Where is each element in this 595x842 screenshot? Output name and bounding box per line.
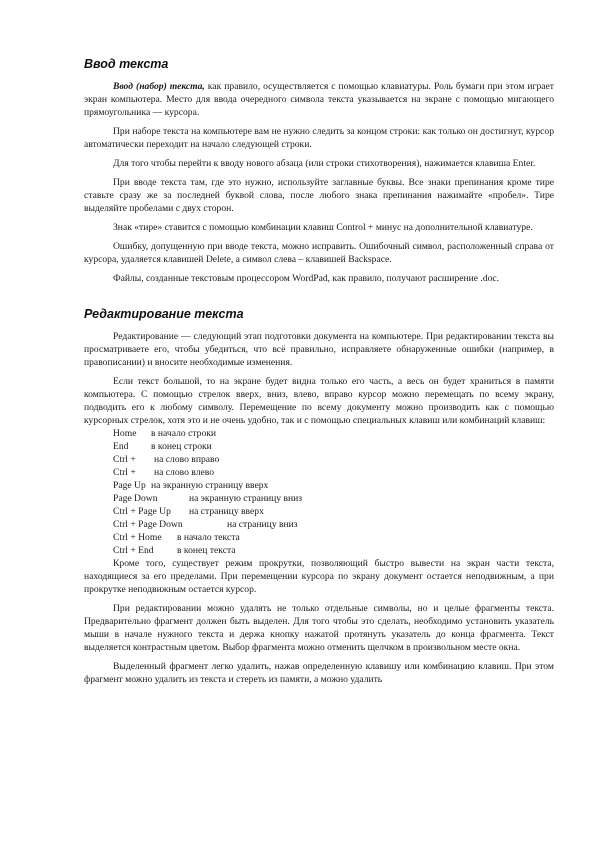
key-shortcut-item [113,531,554,544]
key-shortcut-item [113,427,554,440]
key-description: на экранную страницу вверх [151,480,269,491]
paragraph: Если текст большой, то на экране будет видна только его часть, а весь он будет храниться в памяти компьютера. С помощью стрелок вверх, вниз, влево, вправо курсор можно перемещать по всему экрану, подводить его к любому символу. Перемещение по всему документу можно производить как с помощью курсорных стрелок, хотя это и не очень удобно, так и с помощью специальных клавиш или комбинаций клавиш: [84,376,554,426]
key-shortcut-item [113,466,554,479]
key-combo: Page Down [113,493,158,504]
key-shortcut-item [113,518,554,531]
paragraph: При наборе текста на компьютере вам не нужно следить за концом строки: как только он достигнут, курсор автоматически переходит на начало следующей строки. [84,126,554,150]
key-description: на слово вправо [154,454,220,465]
key-shortcut-list [84,427,554,557]
section-heading-text-editing: Редактирование текста [84,307,244,321]
key-shortcut-item [113,440,554,453]
key-description: на страницу вверх [189,506,264,517]
key-shortcut-item [113,544,554,557]
paragraph-text: как правило, осуществляется с помощью клавиатуры. Роль бумаги при этом играет экран компьютера. Место для ввода очередного символа текста указывается на экране с помощью мигающего прямоугольника — курсора. [84,81,554,118]
key-combo: End [113,441,129,452]
key-combo: Home [113,428,137,439]
key-shortcut-item [113,479,554,492]
paragraph: При редактировании можно удалять не только отдельные символы, но и целые фрагменты текста. Предварительно фрагмент должен быть выделен. Для того чтобы это сделать, необходимо установить указатель мыши в начале нужного текста и держа кнопку нажатой протянуть указатель до конца фрагмента. Текст выделяется контрастным цветом. Выбор фрагмента можно отменить щелчком в произвольном месте окна. [84,603,554,653]
key-combo: Ctrl + [113,454,136,465]
key-description: в начало текста [177,532,240,543]
paragraph: Ошибку, допущенную при вводе текста, можно исправить. Ошибочный символ, расположенный справа от курсора, удаляется клавишей Delete, а символ слева – клавишей Backspace. [84,241,554,265]
key-shortcut-item [113,453,554,466]
paragraph: Выделенный фрагмент легко удалить, нажав определенную клавишу или комбинацию клавиш. При этом фрагмент можно удалить из текста и стереть из памяти, а можно удалить [84,661,554,685]
key-description: на страницу вниз [227,519,298,530]
paragraph: Знак «тире» ставится с помощью комбинации клавиш Control + минус на дополнительной клавиатуре. [113,222,533,233]
key-combo: Ctrl + Page Down [113,519,183,530]
key-combo: Ctrl + Page Up [113,506,171,517]
paragraph: Кроме того, существует режим прокрутки, позволяющий быстро вывести на экран части текста, находящиеся за его пределами. При перемещении курсора по экрану документ остается неподвижным, а при прокрутке неподвижным остается курсор. [84,558,554,595]
key-combo: Ctrl + End [113,545,154,556]
key-shortcut-item [113,492,554,505]
document-page [84,57,554,686]
paragraph: Файлы, созданные текстовым процессором WordPad, как правило, получают расширение .doc. [113,273,500,284]
key-description: в конец текста [177,545,236,556]
key-description: в конец строки [151,441,212,452]
key-shortcut-item [113,505,554,518]
key-combo: Page Up [113,480,146,491]
paragraph: При вводе текста там, где это нужно, используйте заглавные буквы. Все знаки препинания кроме тире ставьте сразу же за последней буквой слова, после любого знака препинания нажимайте «пробел». Тире выделяйте пробелами с двух сторон. [84,177,554,214]
paragraph: Редактирование — следующий этап подготовки документа на компьютере. При редактировании текста вы просматриваете его, чтобы убедиться, что всё правильно, исправляете обнаруженные ошибки (например, в правописании) и вносите необходимые изменения. [84,331,554,368]
key-combo: Ctrl + Home [113,532,162,543]
key-combo: Ctrl + [113,467,136,478]
section-heading-text-input: Ввод текста [84,57,169,71]
key-description: в начало строки [151,428,217,439]
paragraph: Для того чтобы перейти к вводу нового абзаца (или строки стихотворения), нажимается клавиша Enter. [113,158,536,169]
term-emphasis: Ввод (набор) текста, [113,81,205,92]
key-description: на экранную страницу вниз [189,493,303,504]
key-description: на слово влево [154,467,215,478]
paragraph [84,80,554,119]
